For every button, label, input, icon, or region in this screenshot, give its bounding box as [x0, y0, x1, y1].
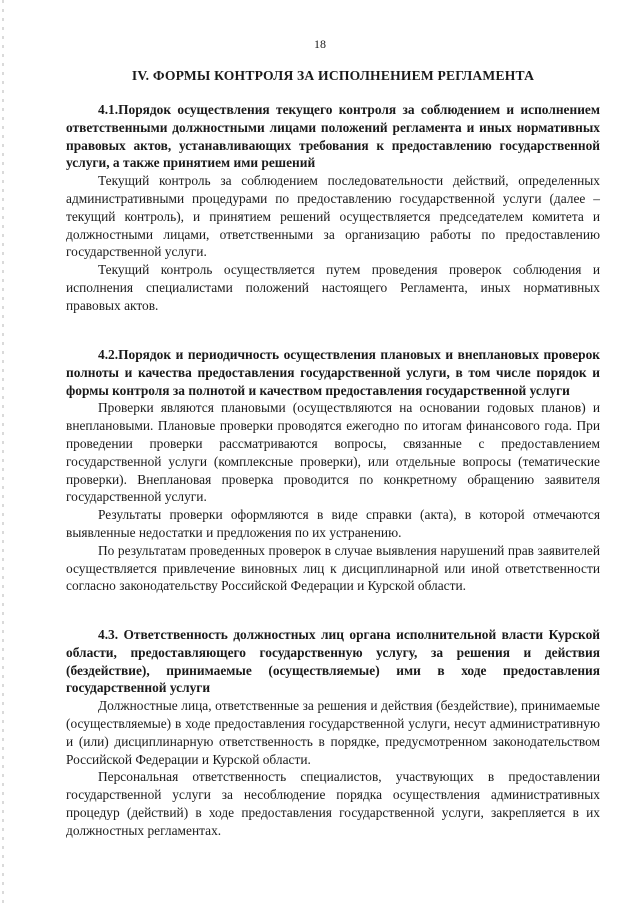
paragraph: Результаты проверки оформляются в виде справки (акта), в которой отмечаются выявленные недостатки и предложения по их устранению. — [66, 507, 600, 540]
paragraph: Должностные лица, ответственные за решения и действия (бездействие), принимаемые (осуществляемые) в ходе предоставления государственной услуги, несут административную и (или) дисциплинарную ответственность в порядке, предусмотренном законодательством Российской Федерации и Курской области. — [66, 698, 600, 767]
paragraph: Текущий контроль за соблюдением последовательности действий, определенных административными процедурами по предоставлению государственной услуги (далее – текущий контроль), и принятием решений осуществляется председателем комитета и должностными лицами, ответственными за организацию работы по предоставлению государственной услуги. — [66, 173, 600, 260]
scan-edge-mark — [2, 0, 4, 905]
section-4-3 — [66, 626, 600, 840]
section-4-2 — [66, 346, 600, 595]
section-heading: 4.1.Порядок осуществления текущего контроля за соблюдением и исполнением ответственными должностными лицами положений регламента и иных нормативных правовых актов, устанавливающих требования к предоставлению государственной услуги, а также принятием ими решений — [66, 102, 600, 171]
chapter-title: IV. ФОРМЫ КОНТРОЛЯ ЗА ИСПОЛНЕНИЕМ РЕГЛАМЕНТА — [131, 68, 535, 83]
paragraph: Персональная ответственность специалистов, участвующих в предоставлении государственной услуги за несоблюдение порядка осуществления административных процедур (действий) в ходе предоставления государственной услуги, закрепляется в их должностных регламентах. — [66, 769, 600, 838]
section-heading: 4.3. Ответственность должностных лиц органа исполнительной власти Курской области, предоставляющего государственную услугу, за решения и действия (бездействие), принимаемые (осуществляемые) ими в ходе предоставления государственной услуги — [66, 627, 600, 696]
paragraph: Проверки являются плановыми (осуществляются на основании годовых планов) и внеплановыми. Плановые проверки проводятся ежегодно по итогам финансового года. При проведении проверки рассматриваются вопросы, связанные с предоставлением государственной услуги (комплексные проверки), или отдельные вопросы (тематические проверки). Внеплановая проверка проводится по конкретному обращению заявителя государственной услуги. — [66, 400, 600, 505]
page-number: 18 — [314, 37, 326, 51]
section-4-1 — [66, 101, 600, 315]
section-heading: 4.2.Порядок и периодичность осуществления плановых и внеплановых проверок полноты и качества предоставления государственной услуги, в том числе порядок и формы контроля за полнотой и качеством предоставления государственной услуги — [66, 347, 600, 398]
paragraph: Текущий контроль осуществляется путем проведения проверок соблюдения и исполнения специалистами положений настоящего Регламента, иных нормативных правовых актов. — [66, 262, 600, 313]
paragraph: По результатам проведенных проверок в случае выявления нарушений прав заявителей осуществляется привлечение виновных лиц к дисциплинарной или иной ответственности согласно законодательству Российской Федерации и Курской области. — [66, 542, 600, 594]
